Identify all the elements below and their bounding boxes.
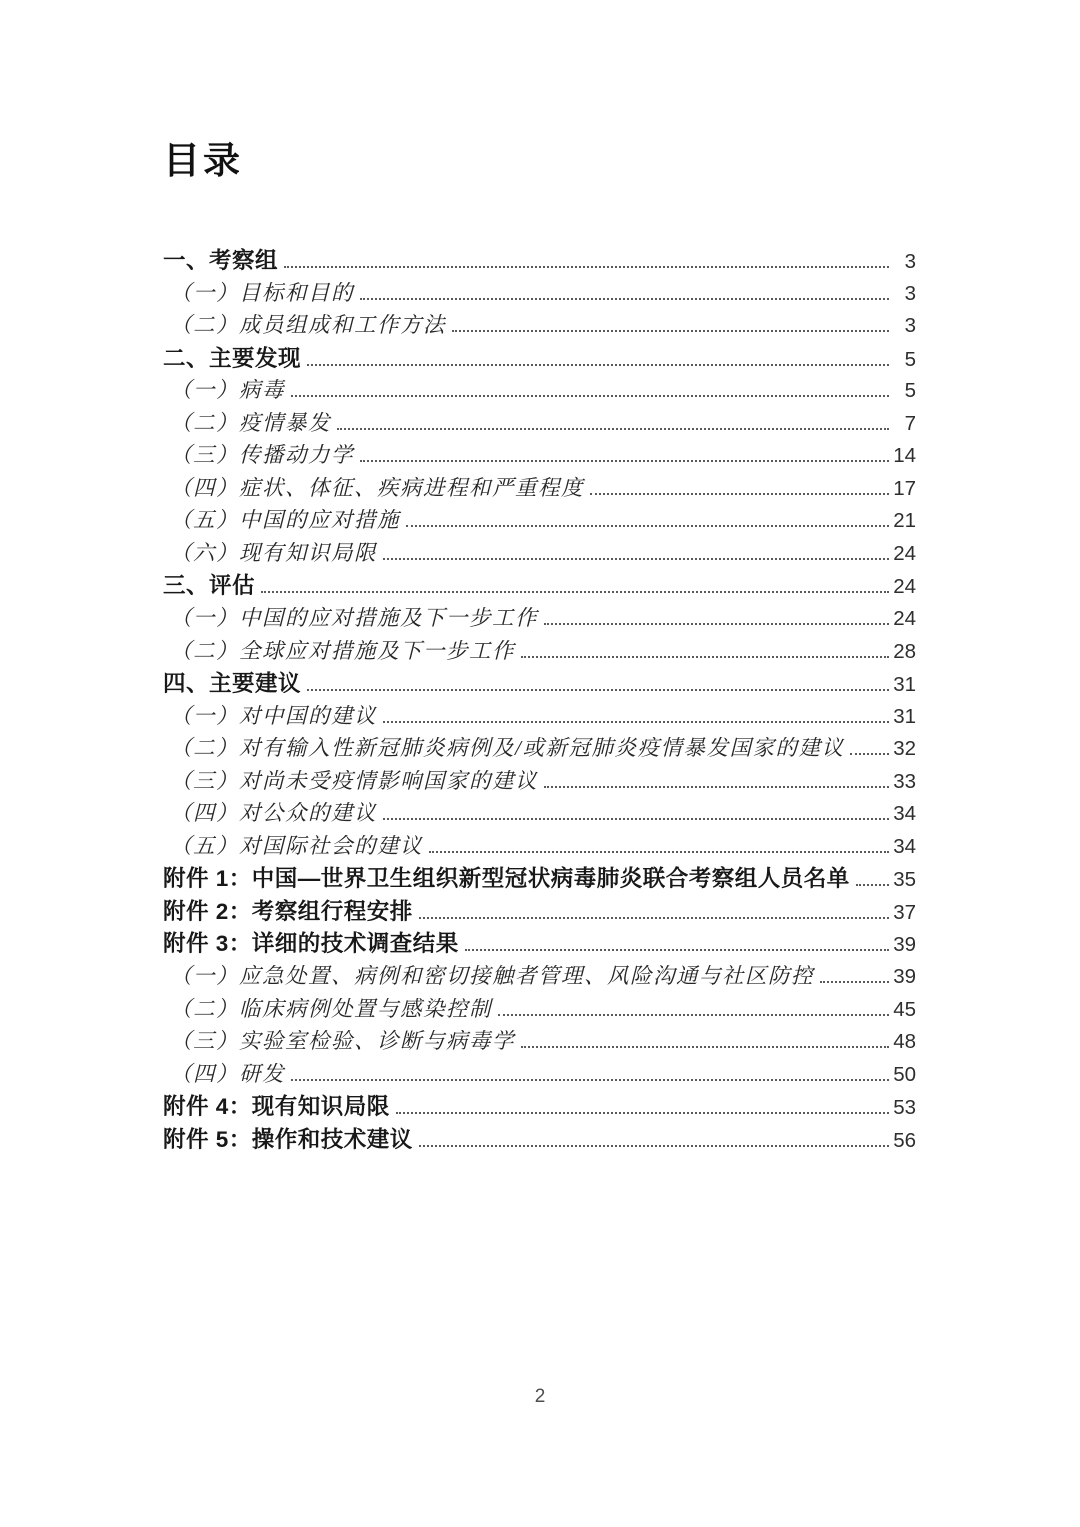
toc-entry-label: （三）实验室检验、诊断与病毒学 [170,1029,516,1054]
toc-entry [163,1024,916,1057]
dot-leader [498,1014,889,1016]
toc-entry-page: 39 [893,933,916,957]
toc-entry [163,341,916,374]
toc-entry-page: 45 [893,997,916,1021]
dot-leader [396,1112,889,1114]
dot-leader [406,525,889,527]
dot-leader [419,1145,889,1147]
toc-entry [163,438,916,471]
toc-entry-label: （二）对有输入性新冠肺炎病例及/或新冠肺炎疫情暴发国家的建议 [170,736,845,761]
dot-leader [544,623,889,625]
toc-entry [163,764,916,797]
toc-entry [163,1057,916,1090]
toc-entry [163,992,916,1025]
dot-leader [465,949,889,951]
toc-entry [163,1122,916,1155]
dot-leader [291,1079,889,1081]
dot-leader [521,1046,889,1048]
dot-leader [850,753,889,755]
toc-entry-label: （四）研发 [170,1061,286,1086]
toc-entry-label: （二）疫情暴发 [170,410,332,435]
toc-entry-page: 34 [893,834,916,858]
toc-entry-label: （二）成员组成和工作方法 [170,313,447,338]
toc-entry [163,861,916,894]
toc-entry-label: 附件 3：详细的技术调查结果 [163,931,459,957]
toc-entry-page: 53 [893,1096,916,1120]
dot-leader [590,493,889,495]
dot-leader [307,689,889,691]
toc-entry [163,601,916,634]
toc-entry-page: 37 [893,900,916,924]
toc-entry [163,894,916,927]
toc-entry [163,471,916,504]
toc-entry-page: 14 [893,444,916,468]
toc-entry [163,926,916,959]
toc-entry-page: 3 [904,250,916,273]
toc-entry-label: （四）对公众的建议 [170,801,378,826]
dot-leader [261,591,889,593]
dot-leader [360,460,889,462]
toc-entry [163,503,916,536]
toc-entry [163,373,916,406]
toc-entry-label: 附件 5：操作和技术建议 [163,1126,413,1152]
toc-entry-page: 56 [893,1128,916,1152]
toc-entry-page: 17 [893,476,916,500]
dot-leader [856,884,889,886]
toc-entry-page: 5 [904,379,916,403]
toc-entry-label: 二、主要发现 [163,345,302,371]
toc-entry-label: （五）中国的应对措施 [170,508,401,533]
footer-page-number: 2 [534,1386,546,1407]
toc-entry-label: （一）病毒 [170,378,286,403]
toc-entry [163,666,916,699]
toc-entry-page: 39 [893,965,916,989]
dot-leader [452,330,889,332]
toc-entry-page: 21 [893,509,916,533]
toc-entry-page: 3 [904,281,916,305]
toc-entry-label: （三）传播动力学 [170,443,355,468]
toc-entry [163,243,916,276]
toc-entry-label: 附件 4：现有知识局限 [163,1094,390,1120]
toc-entry-page: 7 [904,411,916,435]
toc-entry-page: 32 [893,737,916,761]
dot-leader [383,558,889,560]
toc-entry-page: 33 [893,769,916,793]
toc-entry-label: （二）临床病例处置与感染控制 [170,996,493,1021]
toc-entry [163,699,916,732]
dot-leader [544,786,889,788]
toc-entry-page: 48 [893,1030,916,1054]
toc-entry-page: 24 [893,575,916,599]
toc-entry-label: （六）现有知识局限 [170,540,378,565]
toc-entry-page: 24 [893,541,916,565]
toc-entry [163,959,916,992]
page-title: 目录 [163,140,243,181]
toc-entry-page: 31 [893,673,916,697]
dot-leader [429,851,889,853]
dot-leader [820,981,889,983]
toc-entry-label: 一、考察组 [163,248,279,273]
toc-entry-page: 24 [893,607,916,631]
toc-entry [163,1089,916,1122]
toc-list [163,243,916,1154]
toc-entry-page: 35 [893,868,916,892]
toc-entry [163,536,916,569]
toc-entry-label: （一）中国的应对措施及下一步工作 [170,606,539,631]
toc-entry-label: 附件 2：考察组行程安排 [163,898,413,924]
dot-leader [383,721,889,723]
toc-entry-label: （三）对尚未受疫情影响国家的建议 [170,768,539,793]
toc-entry [163,731,916,764]
toc-entry-label: 附件 1：中国—世界卫生组织新型冠状病毒肺炎联合考察组人员名单 [163,866,850,892]
toc-entry [163,276,916,309]
dot-leader [419,917,889,919]
toc-entry [163,308,916,341]
toc-entry [163,406,916,439]
toc-entry-page: 5 [904,347,916,371]
toc-entry-label: 四、主要建议 [163,671,302,697]
toc-entry-label: 三、评估 [163,573,256,599]
toc-entry-page: 28 [893,639,916,663]
dot-leader [360,298,889,300]
toc-entry-page: 3 [904,314,916,338]
toc-entry-label: （一）对中国的建议 [170,703,378,728]
dot-leader [291,395,889,397]
toc-entry-page: 31 [893,704,916,728]
toc-entry-label: （二）全球应对措施及下一步工作 [170,638,516,663]
toc-entry-label: （五）对国际社会的建议 [170,833,424,858]
toc-entry-page: 34 [893,802,916,826]
dot-leader [284,266,889,268]
toc-entry [163,568,916,601]
toc-entry-label: （一）应急处置、病例和密切接触者管理、风险沟通与社区防控 [170,964,815,989]
dot-leader [307,364,889,366]
dot-leader [383,818,889,820]
toc-entry [163,796,916,829]
toc-entry [163,829,916,862]
toc-entry [163,634,916,667]
toc-entry-label: （四）症状、体征、疾病进程和严重程度 [170,475,585,500]
toc-entry-page: 50 [893,1062,916,1086]
toc-entry-label: （一）目标和目的 [170,280,355,305]
dot-leader [521,656,889,658]
dot-leader [337,428,889,430]
